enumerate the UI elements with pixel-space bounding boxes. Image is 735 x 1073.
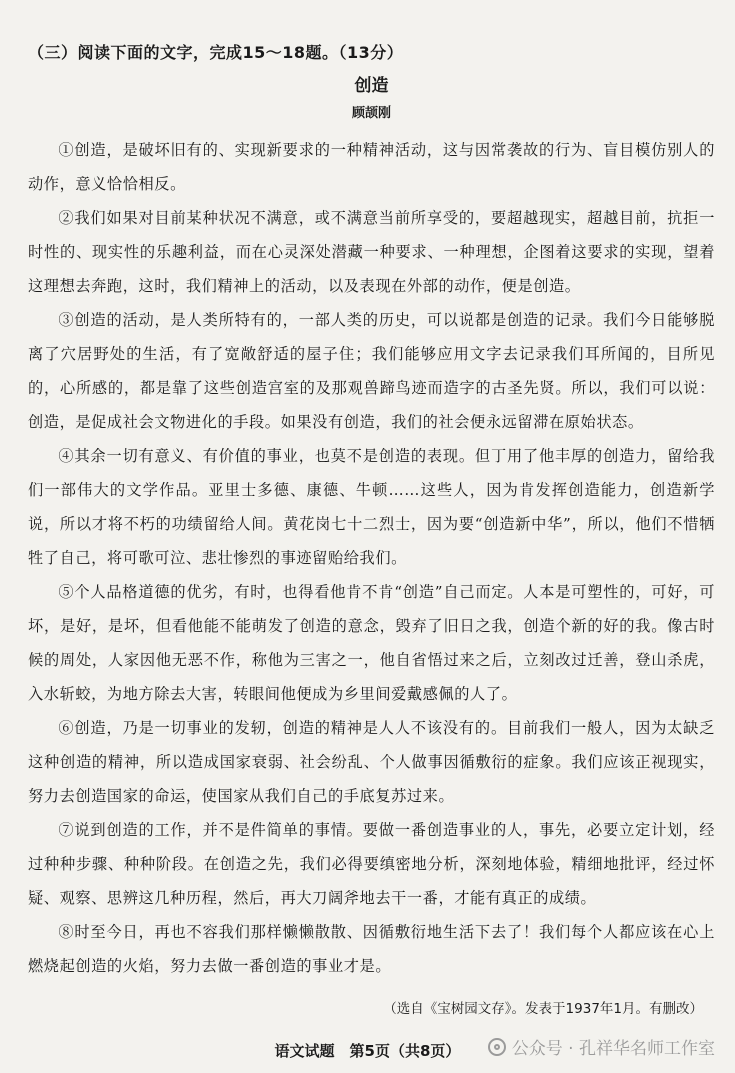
paragraph-4: ④其余一切有意义、有价值的事业，也莫不是创造的表现。但丁用了他丰厚的创造力，留给我们一部伟大的文学作品。亚里士多德、康德、牛顿……这些人，因为肯发挥创造能力，创造新学说，所以才将不朽的功绩留给人间。黄花岗七十二烈士，因为要“创造新中华”，所以，他们不惜牺牲了自己，将可歌可泣、悲壮惨烈的事迹留贻给我们。	[28, 447, 715, 567]
paragraph-1: ①创造，是破坏旧有的、实现新要求的一种精神活动，这与因常袭故的行为、盲目模仿别人的动作，意义恰恰相反。	[28, 141, 715, 193]
paragraph-3: ③创造的活动，是人类所特有的，一部人类的历史，可以说都是创造的记录。我们今日能够脱离了穴居野处的生活，有了宽敞舒适的屋子住；我们能够应用文字去记录我们耳所闻的，目所见的，心所感的，都是靠了这些创造宫室的及那观兽蹄鸟迹而造字的古圣先贤。所以，我们可以说：创造，是促成社会文物进化的手段。如果没有创造，我们的社会便永远留滞在原始状态。	[28, 311, 715, 431]
wechat-official-account-icon	[488, 1038, 506, 1056]
paragraph-5: ⑤个人品格道德的优劣，有时，也得看他肯不肯“创造”自己而定。人本是可塑性的，可好，可坏，是好，是坏，但看他能不能萌发了创造的意念，毁弃了旧日之我，创造个新的好的我。像古时候的周处，人家因他无恶不作，称他为三害之一，他自省悟过来之后，立刻改过迁善，登山杀虎，入水斩蛟，为地方除去大害，转眼间他便成为乡里间爱戴感佩的人了。	[28, 583, 715, 703]
section-heading: （三）阅读下面的文字，完成15～18题。（13分）	[28, 43, 404, 62]
source-note: （选自《宝树园文存》。发表于1937年1月。有删改）	[383, 1001, 703, 1017]
paragraph-7: ⑦说到创造的工作，并不是件简单的事情。要做一番创造事业的人，事先，必要立定计划，经过种种步骤、种种阶段。在创造之先，我们必得要缜密地分析，深刻地体验，精细地批评，经过怀疑、观察、思辨这几种历程，然后，再大刀阔斧地去干一番，才能有真正的成绩。	[28, 821, 715, 907]
paragraph-6: ⑥创造，乃是一切事业的发轫，创造的精神是人人不该没有的。目前我们一般人，因为太缺乏这种创造的精神，所以造成国家衰弱、社会纷乱、个人做事因循敷衍的症象。我们应该正视现实，努力去创造国家的命运，使国家从我们自己的手底复苏过来。	[28, 719, 715, 805]
paragraph-2: ②我们如果对目前某种状况不满意，或不满意当前所享受的，要超越现实，超越目前，抗拒一时性的、现实性的乐趣利益，而在心灵深处潜藏一种要求、一种理想，企图着这要求的实现，望着这理想去奔跑，这时，我们精神上的活动，以及表现在外部的动作，便是创造。	[28, 209, 715, 295]
paragraph-8: ⑧时至今日，再也不容我们那样懒懒散散、因循敷衍地生活下去了！我们每个人都应该在心上燃烧起创造的火焰，努力去做一番创造的事业才是。	[28, 923, 715, 975]
article-body	[28, 133, 715, 983]
watermark	[488, 1034, 715, 1059]
article-author: 顾颉刚	[351, 106, 391, 121]
article-title: 创造	[354, 76, 389, 96]
watermark-text: 公众号 · 孔祥华名师工作室	[511, 1039, 715, 1059]
page-footer: 语文试题 第5页（共8页）	[274, 1042, 461, 1060]
